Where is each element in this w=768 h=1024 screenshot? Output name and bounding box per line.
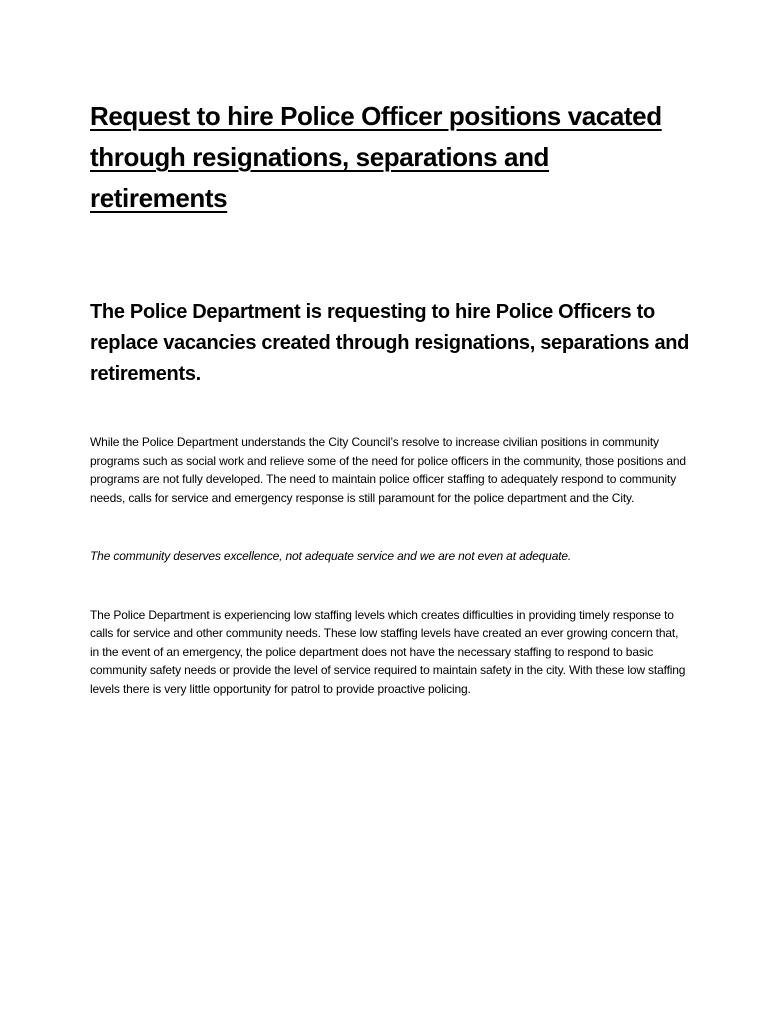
document-body [90, 96, 690, 698]
paragraph-low-staffing: The Police Department is experiencing low staffing levels which creates difficulties in providing timely response to calls for service and other community needs. These low staffing levels have created an ever growing concern that, in the event of an emergency, the police department does not have the necessary staffing to respond to basic community safety needs or provide the level of service required to maintain safety in the city. With these low staffing levels there is very little opportunity for patrol to provide proactive policing. [90, 607, 686, 696]
document-title: Request to hire Police Officer positions vacated through resignations, separations and retirements [90, 101, 662, 213]
paragraph-civilian-positions: While the Police Department understands the City Council’s resolve to increase civilian positions in community programs such as social work and relieve some of the need for police officers in the community, those positions and programs are not fully developed. The need to maintain police officer staffing to adequately respond to community needs, calls for service and emergency response is still paramount for the police department and the City. [90, 435, 686, 505]
paragraph-excellence-quote: The community deserves excellence, not adequate service and we are not even at adequate. [90, 549, 572, 563]
document-subheading: The Police Department is requesting to hire Police Officers to replace vacancies created through resignations, separations and retirements. [90, 301, 690, 385]
